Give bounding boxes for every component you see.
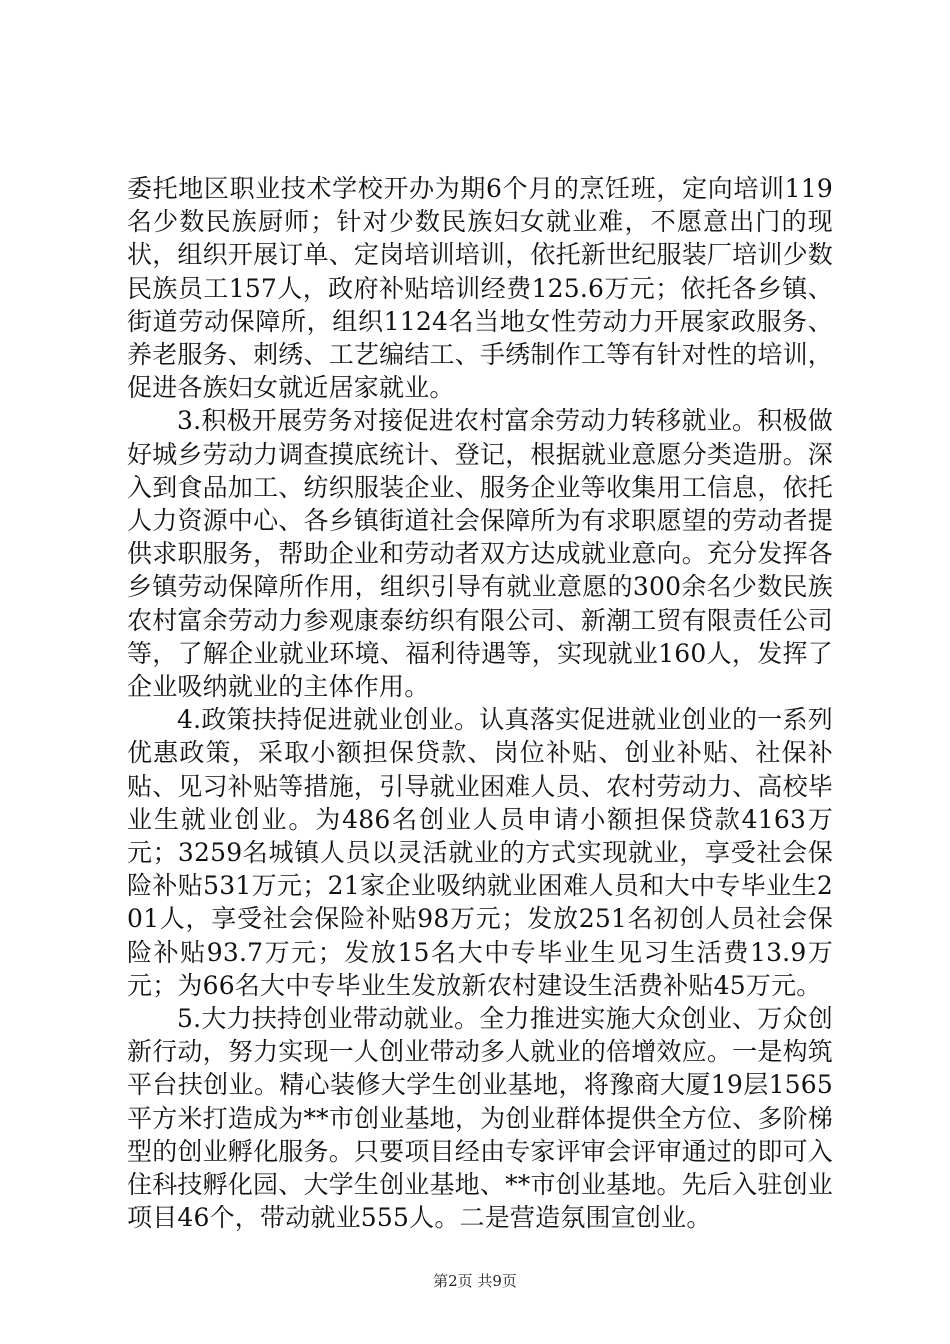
paragraph-entrepreneurship: 5.大力扶持创业带动就业。全力推进实施大众创业、万众创新行动，努力实现一人创业带动多人就业的倍增效应。一是构筑平台扶创业。精心装修大学生创业基地，将豫商大厦19层1565平方米打造成为**市创业基地，为创业群体提供全方位、多阶梯型的创业孵化服务。只要项目经由专家评审会评审通过的即可入住科技孵化园、大学生创业基地、**市创业基地。先后入驻创业项目46个，带动就业555人。二是营造氛围宣创业。 [127,1004,833,1233]
page-number-footer: 第2页 共9页 [433,1272,517,1290]
document-body [127,172,833,1235]
paragraph-policy-support: 4.政策扶持促进就业创业。认真落实促进就业创业的一系列优惠政策，采取小额担保贷款、岗位补贴、创业补贴、社保补贴、见习补贴等措施，引导就业困难人员、农村劳动力、高校毕业生就业创业。为486名创业人员申请小额担保贷款4163万元；3259名城镇人员以灵活就业的方式实现就业，享受社会保险补贴531万元；21家企业吸纳就业困难人员和大中专毕业生201人，享受社会保险补贴98万元；发放251名初创人员社会保险补贴93.7万元；发放15名大中专毕业生见习生活费13.9万元；为66名大中专毕业生发放新农村建设生活费补贴45万元。 [127,705,833,1000]
paragraph-labor-transfer: 3.积极开展劳务对接促进农村富余劳动力转移就业。积极做好城乡劳动力调查摸底统计、登记，根据就业意愿分类造册。深入到食品加工、纺织服装企业、服务企业等收集用工信息，依托人力资源中心、各乡镇街道社会保障所为有求职愿望的劳动者提供求职服务，帮助企业和劳动者双方达成就业意向。充分发挥各乡镇劳动保障所作用，组织引导有就业意愿的300余名少数民族农村富余劳动力参观康泰纺织有限公司、新潮工贸有限责任公司等，了解企业就业环境、福利待遇等，实现就业160人，发挥了企业吸纳就业的主体作用。 [127,406,833,702]
paragraph-training-continuation: 委托地区职业技术学校开办为期6个月的烹饪班，定向培训119名少数民族厨师；针对少数民族妇女就业难，不愿意出门的现状，组织开展订单、定岗培训培训，依托新世纪服装厂培训少数民族员工157人，政府补贴培训经费125.6万元；依托各乡镇、街道劳动保障所，组织1124名当地女性劳动力开展家政服务、养老服务、刺绣、工艺编结工、手绣制作工等有针对性的培训，促进各族妇女就近居家就业。 [127,174,833,403]
